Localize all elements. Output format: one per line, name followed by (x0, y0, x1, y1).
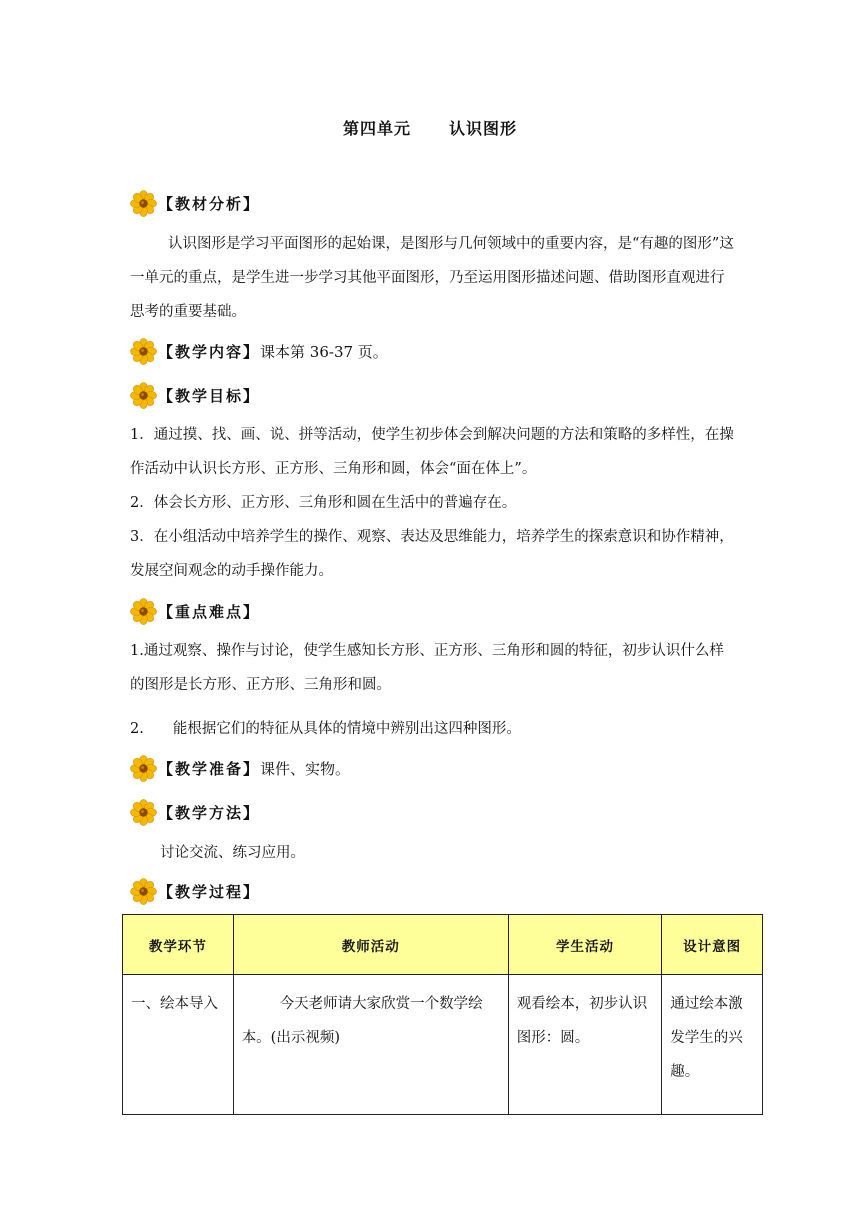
table-cell: 通过绘本激发学生的兴趣。 (662, 975, 763, 1115)
process-table (122, 914, 763, 1115)
goal-item: 3．在小组活动中培养学生的操作、观察、表达及思维能力，培养学生的探索意识和协作精神，发展空间观念的动手操作能力。 (130, 529, 734, 579)
table-cell: 观看绘本，初步认识图形：圆。 (508, 975, 662, 1115)
content-text: 课本第 36-37 页。 (260, 342, 388, 361)
section-key-heading: 【重点难点】 (130, 597, 260, 625)
unit-label: 第四单元 (342, 119, 411, 138)
section-prep-heading: 【教学准备】 课件、实物。 (130, 754, 350, 782)
goal-item: 2．体会长方形、正方形、三角形和圆在生活中的普遍存在。 (130, 495, 517, 511)
key-item: 1.通过观察、操作与讨论，使学生感知长方形、正方形、三角形和圆的特征，初步认识什么样的图形是长方形、正方形、三角形和圆。 (130, 643, 724, 693)
section-goals-heading: 【教学目标】 (130, 381, 260, 409)
column-header: 学生活动 (508, 915, 662, 975)
table-row (123, 975, 763, 1115)
table-cell: 一、绘本导入 (123, 975, 234, 1115)
section-process-heading: 【教学过程】 (130, 877, 260, 905)
flower-icon (130, 799, 157, 826)
column-header: 教师活动 (233, 915, 508, 975)
column-header: 教学环节 (123, 915, 234, 975)
flower-icon (130, 338, 157, 365)
flower-icon (130, 878, 157, 905)
flower-icon (130, 190, 157, 217)
section-analysis-heading: 【教材分析】 (130, 189, 260, 217)
prep-text: 课件、实物。 (260, 759, 351, 778)
section-method-body: 讨论交流、练习应用。 (160, 845, 305, 861)
flower-icon (130, 598, 157, 625)
goal-item: 1．通过摸、找、画、说、拼等活动，使学生初步体会到解决问题的方法和策略的多样性，在操作活动中认识长方形、正方形、三角形和圆，体会“面在体上”。 (130, 427, 734, 477)
section-method-heading: 【教学方法】 (130, 798, 260, 826)
table-cell: 今天老师请大家欣赏一个数学绘本。(出示视频) (233, 975, 508, 1115)
page-title (0, 116, 860, 139)
unit-topic: 认识图形 (449, 119, 518, 138)
table-header-row (123, 915, 763, 975)
section-content-heading: 【教学内容】 课本第 36-37 页。 (130, 337, 388, 365)
flower-icon (130, 755, 157, 782)
section-analysis-body: 认识图形是学习平面图形的起始课，是图形与几何领域中的重要内容，是“有趣的图形”这一单元的重点，是学生进一步学习其他平面图形，乃至运用图形描述问题、借助图形直观进行思考的重要基础。 (130, 236, 734, 320)
column-header: 设计意图 (662, 915, 763, 975)
key-item: 2. 能根据它们的特征从具体的情境中辨别出这四种图形。 (130, 721, 521, 737)
flower-icon (130, 382, 157, 409)
